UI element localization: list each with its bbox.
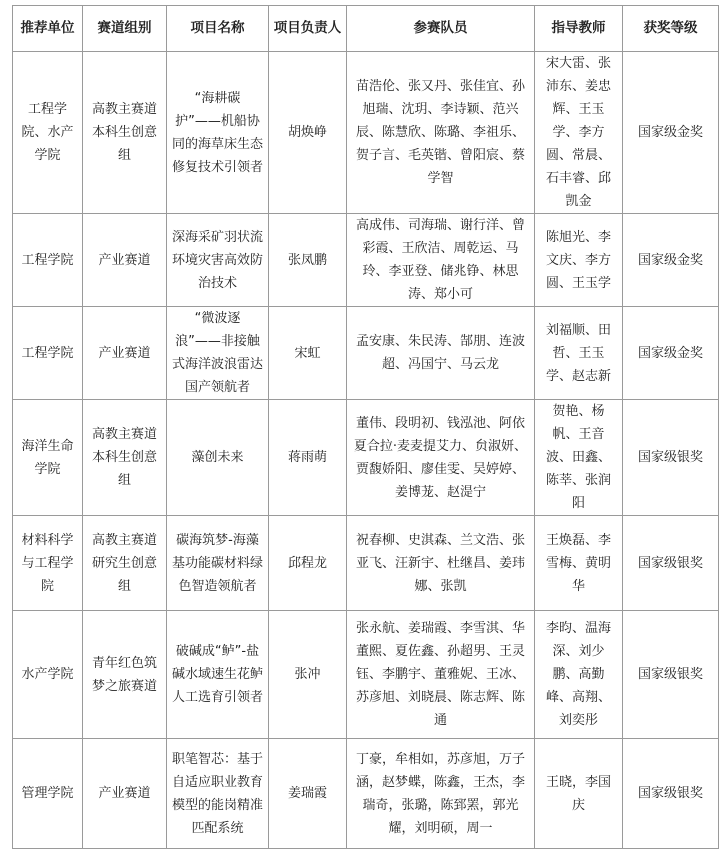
header-leader: 项目负责人 [269,6,347,52]
cell-award: 国家级银奖 [623,739,719,849]
table-row [13,52,719,214]
cell-teachers: 王晓，李国庆 [535,739,623,849]
header-teachers: 指导教师 [535,6,623,52]
cell-leader: 张凤鹏 [269,214,347,307]
cell-project: 碳海筑梦-海藻基功能碳材料绿色智造领航者 [167,516,269,611]
cell-members: 张永航、姜瑞霞、李雪淇、华董熙、夏佐鑫、孙超男、王灵钰、李鹏宇、董雅妮、王冰、苏彦旭、刘晓晨、陈志辉、陈通 [347,611,535,739]
cell-members: 丁豪，牟相如，苏彦旭，万子涵，赵梦蝶，陈鑫，王杰，李瑞奇，张璐，陈郅罴，郭光耀，刘明硕，周一 [347,739,535,849]
cell-members: 苗浩伦、张又丹、张佳宜、孙旭瑞、沈玥、李诗颖、范兴辰、陈慧欣、陈璐、李祖乐、贺子言、毛英锴、曾阳宸、蔡学智 [347,52,535,214]
cell-track: 产业赛道 [83,307,167,400]
cell-project: 破碱成“鲈”-盐碱水域速生花鲈人工选育引领者 [167,611,269,739]
cell-unit: 材料科学与工程学院 [13,516,83,611]
awards-table [12,5,719,849]
cell-project: 藻创未来 [167,400,269,516]
cell-leader: 邱程龙 [269,516,347,611]
table-row [13,307,719,400]
cell-leader: 张冲 [269,611,347,739]
cell-unit: 海洋生命学院 [13,400,83,516]
cell-teachers: 李昀、温海深、刘少鹏、高勤峰、高翔、刘奕彤 [535,611,623,739]
table-row [13,214,719,307]
awards-table-wrapper [12,5,719,849]
cell-track: 高教主赛道本科生创意组 [83,52,167,214]
cell-teachers: 刘福顺、田哲、王玉学、赵志新 [535,307,623,400]
header-project: 项目名称 [167,6,269,52]
cell-project: “微波逐浪”——非接触式海洋波浪雷达国产领航者 [167,307,269,400]
header-members: 参赛队员 [347,6,535,52]
cell-unit: 水产学院 [13,611,83,739]
cell-members: 孟安康、朱民涛、郜朋、连波超、冯国宁、马云龙 [347,307,535,400]
cell-members: 祝春柳、史淇森、兰文浩、张亚飞、汪新宇、杜继昌、姜玮娜、张凯 [347,516,535,611]
cell-award: 国家级银奖 [623,400,719,516]
cell-unit: 工程学院 [13,214,83,307]
header-row [13,6,719,52]
cell-unit: 工程学院、水产学院 [13,52,83,214]
cell-award: 国家级金奖 [623,52,719,214]
cell-project: 深海采矿羽状流环境灾害高效防治技术 [167,214,269,307]
cell-track: 高教主赛道本科生创意组 [83,400,167,516]
cell-leader: 姜瑞霞 [269,739,347,849]
cell-teachers: 贺艳、杨帆、王音波、田鑫、陈莘、张润阳 [535,400,623,516]
cell-track: 青年红色筑梦之旅赛道 [83,611,167,739]
cell-leader: 宋虹 [269,307,347,400]
cell-unit: 管理学院 [13,739,83,849]
table-row [13,400,719,516]
header-track: 赛道组别 [83,6,167,52]
cell-leader: 胡焕峥 [269,52,347,214]
cell-award: 国家级金奖 [623,214,719,307]
table-row [13,739,719,849]
cell-leader: 蒋雨萌 [269,400,347,516]
header-unit: 推荐单位 [13,6,83,52]
cell-track: 产业赛道 [83,739,167,849]
cell-teachers: 陈旭光、李文庆、李方圆、王玉学 [535,214,623,307]
cell-project: “海耕碳护”——机船协同的海草床生态修复技术引领者 [167,52,269,214]
cell-track: 产业赛道 [83,214,167,307]
cell-teachers: 宋大雷、张沛东、姜忠辉、王玉学、李方圆、常晨、石丰睿、邱凯金 [535,52,623,214]
header-award: 获奖等级 [623,6,719,52]
cell-award: 国家级银奖 [623,611,719,739]
cell-unit: 工程学院 [13,307,83,400]
cell-members: 高成伟、司海瑞、谢行洋、曾彩霞、王欣洁、周乾运、马玲、李亚登、储兆铮、林思涛、郑小可 [347,214,535,307]
cell-award: 国家级银奖 [623,516,719,611]
cell-project: 职笔智芯：基于自适应职业教育模型的能岗精准匹配系统 [167,739,269,849]
cell-award: 国家级金奖 [623,307,719,400]
cell-members: 董伟、段明初、钱泓池、阿依夏合拉·麦麦提艾力、贠淑妍、贾馥娇阳、廖佳雯、吴婷婷、姜博茏、赵湜宁 [347,400,535,516]
table-row [13,611,719,739]
cell-track: 高教主赛道研究生创意组 [83,516,167,611]
table-row [13,516,719,611]
cell-teachers: 王焕磊、李雪梅、黄明华 [535,516,623,611]
